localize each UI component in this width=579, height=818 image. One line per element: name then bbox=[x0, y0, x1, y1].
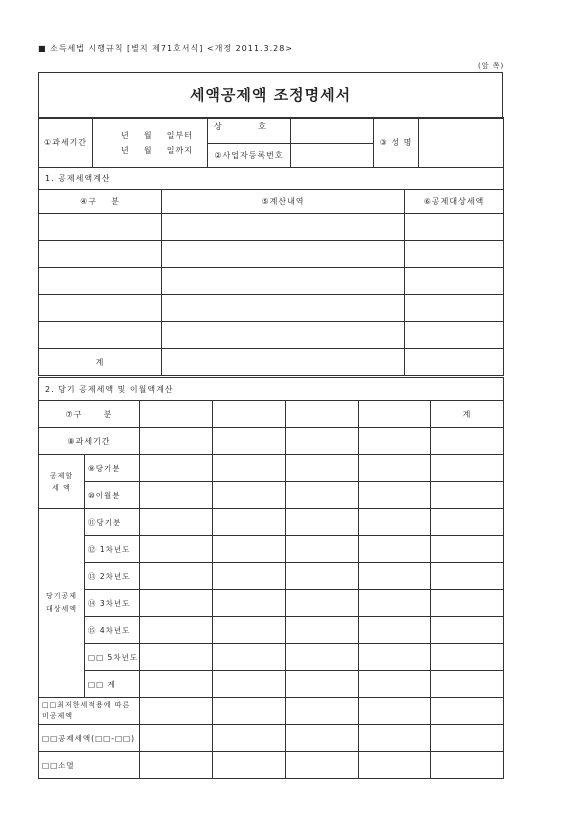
value-cell[interactable] bbox=[431, 455, 504, 482]
name-label: ③ 성 명 bbox=[374, 118, 419, 168]
carryover-row-label: ⑩이월분 bbox=[85, 482, 140, 509]
section2 bbox=[38, 377, 503, 779]
value-cell[interactable] bbox=[140, 644, 213, 671]
calc-cell[interactable] bbox=[162, 295, 405, 322]
value-cell[interactable] bbox=[431, 590, 504, 617]
category-cell[interactable] bbox=[39, 295, 162, 322]
amount-cell[interactable] bbox=[405, 268, 504, 295]
amount-cell[interactable] bbox=[405, 322, 504, 349]
section1-title: 1. 공제세액계산 bbox=[39, 168, 504, 190]
value-cell[interactable] bbox=[140, 752, 213, 779]
value-cell[interactable] bbox=[213, 644, 286, 671]
value-cell[interactable] bbox=[359, 428, 431, 455]
expired-row-label: □□소멸 bbox=[39, 752, 140, 779]
tax-period-dates[interactable] bbox=[93, 118, 208, 168]
value-cell[interactable] bbox=[286, 509, 359, 536]
section2-title: 2. 당기 공제세액 및 이월액계산 bbox=[39, 378, 504, 401]
value-cell[interactable] bbox=[140, 725, 213, 752]
calc-cell[interactable] bbox=[162, 214, 405, 241]
amount-cell[interactable] bbox=[405, 295, 504, 322]
value-cell[interactable] bbox=[213, 536, 286, 563]
value-cell[interactable] bbox=[431, 752, 504, 779]
value-cell[interactable] bbox=[140, 536, 213, 563]
year-col-cell[interactable] bbox=[286, 401, 359, 428]
value-cell[interactable] bbox=[286, 455, 359, 482]
category-cell[interactable] bbox=[39, 214, 162, 241]
value-cell[interactable] bbox=[213, 590, 286, 617]
info-section bbox=[38, 117, 503, 168]
value-cell[interactable] bbox=[286, 617, 359, 644]
amount-cell[interactable] bbox=[405, 214, 504, 241]
value-cell[interactable] bbox=[140, 590, 213, 617]
category-cell[interactable] bbox=[39, 322, 162, 349]
value-cell[interactable] bbox=[213, 725, 286, 752]
value-cell[interactable] bbox=[431, 509, 504, 536]
value-cell[interactable] bbox=[140, 563, 213, 590]
value-cell[interactable] bbox=[213, 455, 286, 482]
title-box bbox=[38, 72, 503, 119]
total-label: 계 bbox=[39, 349, 162, 376]
current-row-label: ⑨당기분 bbox=[85, 455, 140, 482]
value-cell[interactable] bbox=[140, 617, 213, 644]
value-cell[interactable] bbox=[359, 536, 431, 563]
value-cell[interactable] bbox=[213, 563, 286, 590]
tax-period-label: ①과세기간 bbox=[39, 118, 93, 168]
value-cell[interactable] bbox=[213, 698, 286, 725]
total-amount-cell[interactable] bbox=[405, 349, 504, 376]
biz-reg-no-label: ②사업자등록번호 bbox=[208, 144, 291, 168]
value-cell[interactable] bbox=[140, 482, 213, 509]
value-cell[interactable] bbox=[359, 482, 431, 509]
tax-period-row-label: ⑧과세기간 bbox=[39, 428, 140, 455]
target-current-row-label: ⑪당기분 bbox=[85, 509, 140, 536]
value-cell[interactable] bbox=[359, 617, 431, 644]
col-category: ④구 분 bbox=[39, 190, 162, 214]
value-cell[interactable] bbox=[286, 644, 359, 671]
page-side-label: (앞 쪽) bbox=[478, 62, 505, 70]
value-cell[interactable] bbox=[140, 455, 213, 482]
value-cell[interactable] bbox=[286, 536, 359, 563]
deducted-row-label: □□공제세액(□□-□□) bbox=[39, 725, 140, 752]
period-to: 년 월 일까지 bbox=[121, 145, 193, 155]
value-cell[interactable] bbox=[431, 536, 504, 563]
value-cell[interactable] bbox=[359, 563, 431, 590]
deductible-group-label: 공제할 세 액 bbox=[39, 455, 85, 509]
name-field[interactable] bbox=[419, 118, 504, 168]
min-tax-row-label: □□최저한세적용에 따른 미공제액 bbox=[39, 698, 140, 725]
value-cell[interactable] bbox=[359, 455, 431, 482]
total-col-label: 계 bbox=[431, 401, 504, 428]
value-cell[interactable] bbox=[286, 563, 359, 590]
value-cell[interactable] bbox=[213, 617, 286, 644]
category-cell[interactable] bbox=[39, 241, 162, 268]
year2-row-label: ⑬ 2차년도 bbox=[85, 563, 140, 590]
value-cell[interactable] bbox=[213, 671, 286, 698]
year-col-cell[interactable] bbox=[359, 401, 431, 428]
year-col-cell[interactable] bbox=[140, 401, 213, 428]
value-cell[interactable] bbox=[431, 698, 504, 725]
biz-reg-no-field[interactable] bbox=[291, 144, 374, 168]
target-group-label: 당기공제 대상세액 bbox=[39, 509, 85, 698]
value-cell[interactable] bbox=[286, 752, 359, 779]
value-cell[interactable] bbox=[286, 482, 359, 509]
value-cell[interactable] bbox=[286, 428, 359, 455]
value-cell[interactable] bbox=[431, 725, 504, 752]
year1-row-label: ⑫ 1차년도 bbox=[85, 536, 140, 563]
total-calc-cell[interactable] bbox=[162, 349, 405, 376]
value-cell[interactable] bbox=[431, 617, 504, 644]
value-cell[interactable] bbox=[213, 428, 286, 455]
amount-cell[interactable] bbox=[405, 241, 504, 268]
value-cell[interactable] bbox=[359, 671, 431, 698]
row-category-label: ⑦구 분 bbox=[39, 401, 140, 428]
value-cell[interactable] bbox=[140, 509, 213, 536]
value-cell[interactable] bbox=[213, 752, 286, 779]
value-cell[interactable] bbox=[359, 644, 431, 671]
value-cell[interactable] bbox=[431, 428, 504, 455]
value-cell[interactable] bbox=[359, 590, 431, 617]
col-amount: ⑥공제대상세액 bbox=[405, 190, 504, 214]
form-title: 세액공제액 조정명세서 bbox=[189, 86, 352, 104]
value-cell[interactable] bbox=[431, 671, 504, 698]
calc-cell[interactable] bbox=[162, 241, 405, 268]
value-cell[interactable] bbox=[359, 698, 431, 725]
period-from: 년 월 일부터 bbox=[121, 130, 193, 140]
year4-row-label: ⑮ 4차년도 bbox=[85, 617, 140, 644]
year5-row-label: □□ 5차년도 bbox=[85, 644, 140, 671]
trade-name-label: 상 호 bbox=[208, 118, 291, 144]
value-cell[interactable] bbox=[140, 671, 213, 698]
value-cell[interactable] bbox=[359, 725, 431, 752]
value-cell[interactable] bbox=[213, 509, 286, 536]
calc-cell[interactable] bbox=[162, 268, 405, 295]
value-cell[interactable] bbox=[286, 725, 359, 752]
regulation-reference: ■ 소득세법 시행규칙 [별지 제71호서식] <개정 2011.3.28> bbox=[38, 44, 294, 53]
category-cell[interactable] bbox=[39, 268, 162, 295]
sum-row-label: □□ 계 bbox=[85, 671, 140, 698]
trade-name-field[interactable] bbox=[291, 118, 374, 144]
value-cell[interactable] bbox=[286, 698, 359, 725]
value-cell[interactable] bbox=[213, 482, 286, 509]
value-cell[interactable] bbox=[140, 428, 213, 455]
value-cell[interactable] bbox=[359, 752, 431, 779]
value-cell[interactable] bbox=[431, 482, 504, 509]
value-cell[interactable] bbox=[286, 671, 359, 698]
value-cell[interactable] bbox=[359, 509, 431, 536]
year-col-cell[interactable] bbox=[213, 401, 286, 428]
col-calc: ⑤계산내역 bbox=[162, 190, 405, 214]
calc-cell[interactable] bbox=[162, 322, 405, 349]
section1 bbox=[38, 167, 503, 376]
value-cell[interactable] bbox=[431, 563, 504, 590]
value-cell[interactable] bbox=[140, 698, 213, 725]
value-cell[interactable] bbox=[286, 590, 359, 617]
value-cell[interactable] bbox=[431, 644, 504, 671]
year3-row-label: ⑭ 3차년도 bbox=[85, 590, 140, 617]
